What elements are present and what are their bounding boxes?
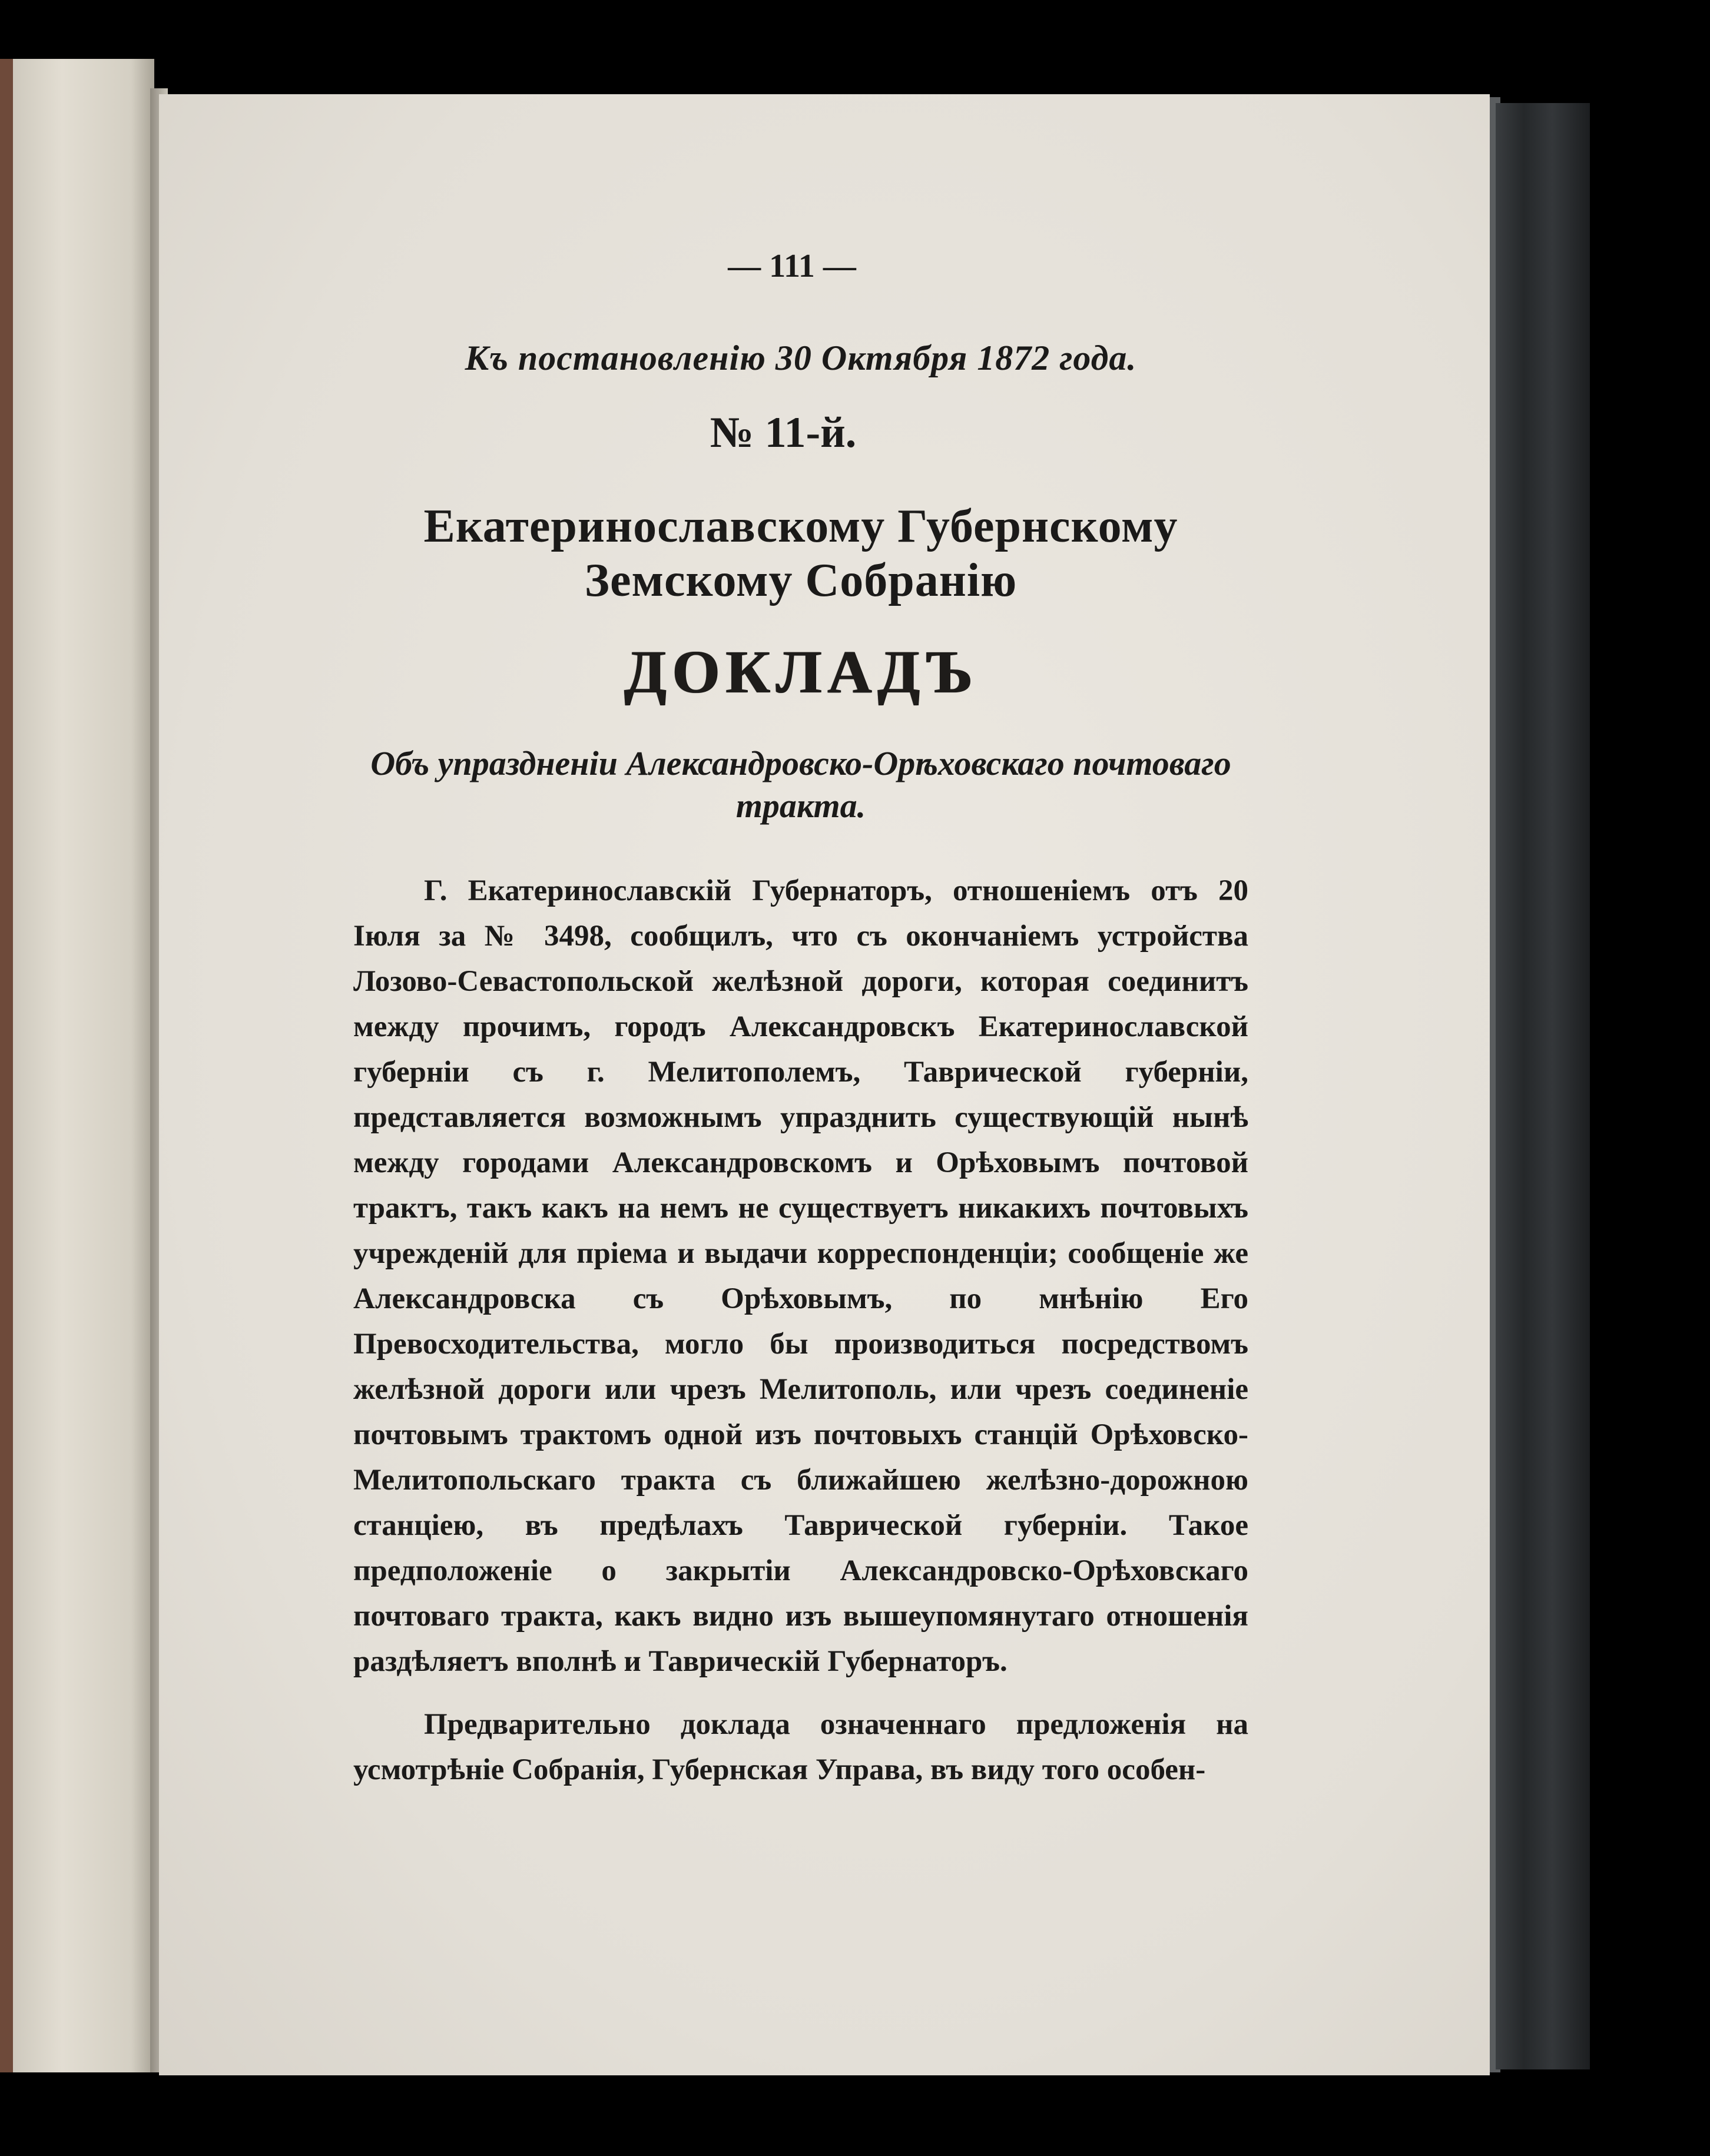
addressee: Екатеринославскому Губернскому Земскому Собранію [423, 500, 1178, 606]
reference-line: Къ постановленію 30 Октября 1872 года. [465, 339, 1137, 377]
page-number: — 111 — [728, 248, 856, 284]
paragraph-2: Предварительно доклада означеннаго предложенія на усмотрѣніе Собранія, Губернская Управа, въ виду того особен- [353, 1708, 1248, 1786]
paragraph-1: Г. Екатеринославскій Губернаторъ, отношеніемъ отъ 20 Іюля за № 3498, сообщилъ, что съ окончаніемъ устройства Лозово-Севастопольской желѣзной дороги, которая соединитъ между прочимъ, городъ Александровскъ Екатеринославской губерніи съ г. Мелитополемъ, Таврической губерніи, представляется возможнымъ упразднить существующій нынѣ между городами Александровскомъ и Орѣховымъ почтовой трактъ, такъ какъ на немъ не существуетъ никакихъ почтовыхъ учрежденій для пріема и выдачи корреспонденціи; сообщеніе же Александровска съ Орѣховымъ, по мнѣнію Его Превосходительства, могло бы производиться посредствомъ желѣзной дороги или чрезъ Мелитополь, или чрезъ соединеніе почтовымъ трактомъ одной изъ почтовыхъ станцій Орѣховско-Мелитопольскаго тракта съ ближайшею желѣзно-дорожною станціею, въ предѣлахъ Таврической губерніи. Такое предположеніе о закрытіи Александровско-Орѣховскаго почтоваго тракта, какъ видно изъ вышеупомянутаго отношенія раздѣляетъ вполнѣ и Таврическій Губернаторъ. [353, 874, 1248, 1678]
book-cover [1496, 103, 1590, 2069]
report-title: ДОКЛАДЪ [624, 638, 978, 706]
report-subject: Объ упраздненіи Александровско-Орѣховскаго почтоваго тракта. [370, 744, 1231, 825]
left-page-edge [0, 59, 154, 2072]
document-number: № 11-й. [710, 409, 857, 457]
book-spine-edge [0, 59, 13, 2072]
page-content [353, 247, 1248, 1793]
report-body [353, 868, 1248, 1793]
